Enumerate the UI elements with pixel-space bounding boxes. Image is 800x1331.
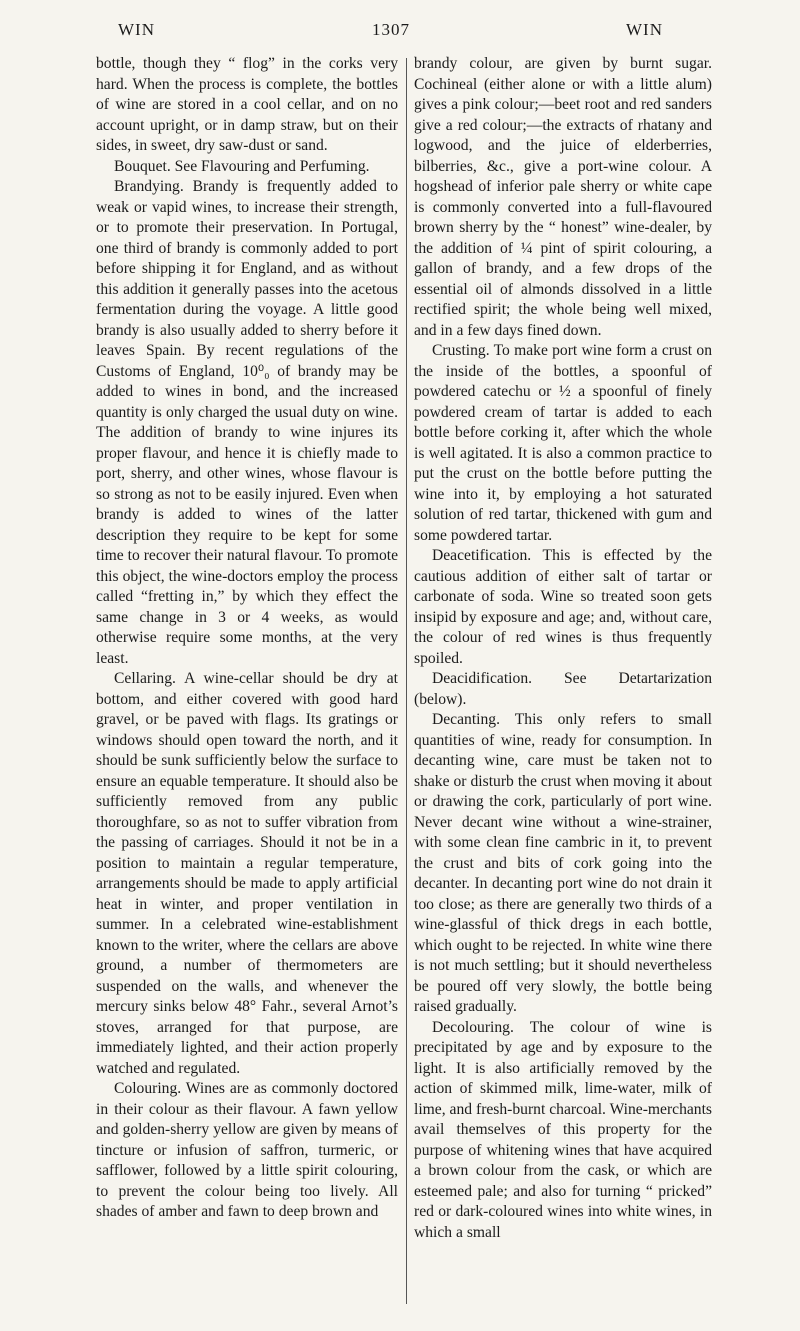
column-divider [406, 58, 407, 1304]
paragraph-deacidification: Deacidification. See Detartarization (below). [414, 670, 712, 708]
paragraph-bottling-cont: bottle, though they “ flog” in the corks very hard. When the process is complete, the bottles of wine are stored in a cool cellar, and on no account upright, or in damp straw, but on their sides, in sweet, dry saw-dust or sand. [96, 55, 398, 154]
paragraph-colouring-cont: brandy colour, are given by burnt sugar. Cochineal (either alone or with a little alum) gives a pink colour;—beet root and red sanders give a red colour;—the extracts of rhatany and logwood, and the juice of elderberries, bilberries, &c., give a port-wine colour. A hogshead of inferior pale sherry or white cape is commonly converted into a full-flavoured brown sherry by the “ honest” wine-dealer, by the addition of ¼ pint of spirit colouring, a gallon of brandy, and a few drops of the essential oil of almonds dissolved in a little rectified spirit; the whole being well mixed, and in a few days fined down. [414, 55, 712, 339]
paragraph-brandying: Brandying. Brandy is frequently added to weak or vapid wines, to increase their strength, or to promote their preservation. In Portugal, one third of brandy is commonly added to port before shipping it for England, and as without this addition it generally passes into the acetous fermentation during the voyage. A little good brandy is also usually added to sherry before it leaves Spain. By recent regulations of the Customs of England, 10⁰₀ of brandy may be added to wines in bond, and the increased quantity is only charged the usual duty on wine. The addition of brandy to wine injures its proper flavour, and hence it is chiefly made to port, sherry, and other wines, whose flavour is so strong as not to be easily injured. Even when brandy is added to wines of the latter description they require to be kept for some time to recover their natural flavour. To promote this object, the wine-doctors employ the process called “fretting in,” by which they effect the same change in 3 or 4 weeks, as would otherwise require some months, at the very least. [96, 178, 398, 667]
paragraph-decanting: Decanting. This only refers to small quantities of wine, ready for consumption. In decanting wine, care must be taken not to shake or disturb the crust when moving it about or drawing the cork, particularly of port wine. Never decant wine without a wine-strainer, with some clean fine cambric in it, to prevent the crust and bits of cork going into the decanter. In decanting port wine do not drain it too close; as there are generally two thirds of a wine-glassful of thick dregs in each bottle, which ought to be rejected. In white wine there is not much settling; but it should nevertheless be poured off very slowly, the bottle being raised gradually. [414, 711, 712, 1015]
running-head [0, 20, 800, 44]
page-number: 1307 [372, 20, 410, 39]
running-head-right: WIN [626, 20, 663, 39]
paragraph-deacetification: Deacetification. This is effected by the cautious addition of either salt of tartar or carbonate of soda. Wine so treated soon gets insipid by exposure and age; and, without care, the colour of red wines is thus frequently spoiled. [414, 547, 712, 667]
left-column [96, 54, 398, 1223]
paragraph-colouring: Colouring. Wines are as commonly doctored in their colour as their flavour. A fawn yellow and golden-sherry yellow are given by means of tincture or infusion of saffron, turmeric, or safflower, followed by a little spirit colouring, to prevent the colour being too lively. All shades of amber and fawn to deep brown and [96, 1080, 398, 1220]
running-head-left: WIN [118, 20, 155, 39]
paragraph-bouquet: Bouquet. See Flavouring and Perfuming. [114, 157, 370, 175]
right-column [414, 54, 712, 1243]
paragraph-cellaring: Cellaring. A wine-cellar should be dry at bottom, and either covered with good hard gravel, or be paved with flags. Its gratings or windows should open toward the north, and it should be sunk sufficiently below the surface to ensure an equable temperature. It should also be sufficiently removed from any public thoroughfare, so as not to suffer vibration from the passing of carriages. Should it not be in a position to maintain a regular temperature, arrangements should be made to apply artificial heat in winter, and proper ventilation in summer. In a celebrated wine-establishment known to the writer, where the cellars are above ground, a number of thermometers are suspended on the walls, and whenever the mercury sinks below 48° Fahr., several Arnot’s stoves, arranged for that purpose, are immediately lighted, and their action properly watched and regulated. [96, 670, 398, 1077]
paragraph-crusting: Crusting. To make port wine form a crust on the inside of the bottles, a spoonful of powdered catechu or ½ a spoonful of finely powdered cream of tartar is added to each bottle before corking it, after which the whole is well agitated. It is also a common practice to put the crust on the bottle before putting the wine into it, by employing a hot saturated solution of red tartar, thickened with gum and some powdered tartar. [414, 342, 712, 544]
paragraph-decolouring: Decolouring. The colour of wine is precipitated by age and by exposure to the light. It is also artificially removed by the action of skimmed milk, lime-water, milk of lime, and fresh-burnt charcoal. Wine-merchants avail themselves of this property for the purpose of whitening wines that have acquired a brown colour from the cask, or which are esteemed pale; and also for turning “ pricked” red or dark-coloured wines into white wines, in which a small [414, 1018, 712, 1241]
